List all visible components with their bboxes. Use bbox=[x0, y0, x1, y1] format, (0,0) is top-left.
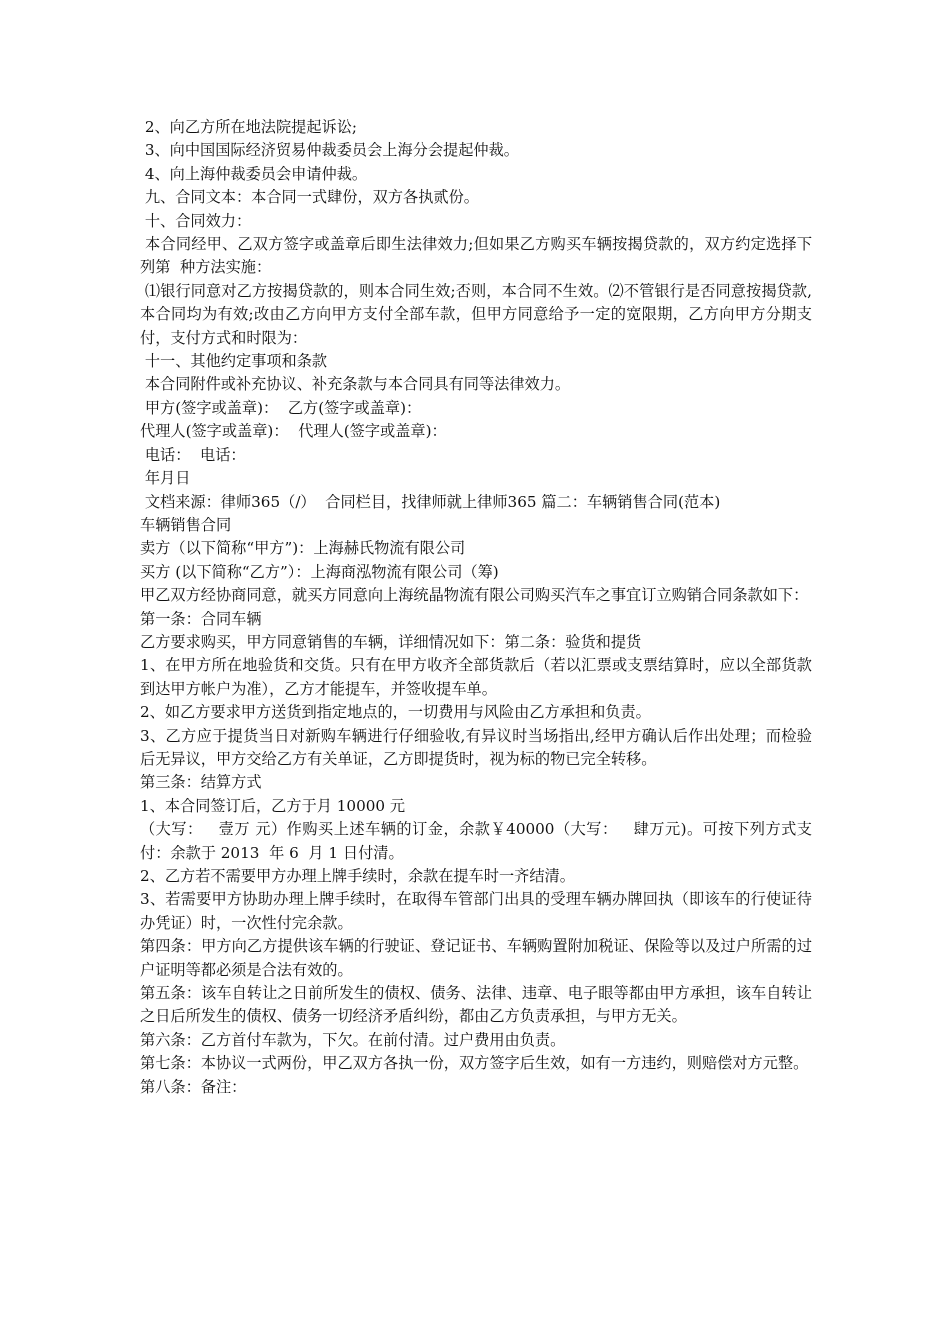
paragraph: （大写： 壹万 元）作购买上述车辆的订金，余款￥40000（大写： 肆万元)。可按下列方式支付：余款于 2013 年 6 月 1 日付清。 bbox=[140, 820, 812, 862]
text-line: 4、向上海仲裁委员会申请仲裁。 bbox=[140, 164, 368, 183]
text-line: 2、向乙方所在地法院提起诉讼; bbox=[140, 118, 358, 136]
article-heading: 第三条：结算方式 bbox=[140, 773, 262, 792]
seller-line: 卖方（以下简称“甲方”)：上海赫氏物流有限公司 bbox=[140, 539, 466, 558]
paragraph: 第四条：甲方向乙方提供该车辆的行驶证、登记证书、车辆购置附加税证、保险等以及过户所需的过户证明等都必须是合法有效的。 bbox=[140, 937, 812, 979]
signature-line: 代理人(签字或盖章)： 代理人(签字或盖章)： bbox=[140, 422, 447, 441]
date-line: 年月日 bbox=[140, 469, 191, 488]
text-line: 2、乙方若不需要甲方办理上牌手续时，余款在提车时一齐结清。 bbox=[140, 867, 575, 885]
contract-title: 车辆销售合同 bbox=[140, 515, 232, 534]
phone-line: 电话： 电话： bbox=[140, 445, 246, 464]
paragraph: 本合同经甲、乙双方签字或盖章后即生法律效力;但如果乙方购买车辆按揭贷款的，双方约定选择下列第 种方法实施： bbox=[140, 235, 813, 277]
text-line: 3、向中国国际经济贸易仲裁委员会上海分会提起仲裁。 bbox=[140, 141, 519, 160]
source-line: 文档来源：律师365（/） 合同栏目，找律师就上律师365 篇二：车辆销售合同(范本) bbox=[140, 492, 721, 511]
buyer-line: 买方 (以下简称“乙方”）：上海商泓物流有限公司（筹) bbox=[140, 562, 499, 581]
text-line: 九、合同文本：本合同一式肆份，双方各执贰份。 bbox=[140, 188, 479, 207]
paragraph: 第七条：本协议一式两份，甲乙双方各执一份，双方签字后生效，如有一方违约，则赔偿对方元整。 bbox=[140, 1054, 809, 1073]
text-line: 第六条：乙方首付车款为，下欠。在前付清。过户费用由负责。 bbox=[140, 1030, 566, 1049]
paragraph: 3、若需要甲方协助办理上牌手续时，在取得车管部门出具的受理车辆办牌回执（即该车的行使证待办凭证）时，一次性付完余款。 bbox=[140, 890, 812, 932]
text-line: 十、合同效力： bbox=[140, 211, 252, 230]
signature-line: 甲方(签字或盖章)： 乙方(签字或盖章)： bbox=[140, 398, 422, 417]
paragraph: ⑴银行同意对乙方按揭贷款的，则本合同生效;否则，本合同不生效。⑵不管银行是否同意按揭贷款,本合同均为有效;改由乙方向甲方支付全部车款，但甲方同意给予一定的宽限期，乙方向甲方分期支付，支付方式和时限为： bbox=[140, 281, 812, 347]
paragraph: 甲乙双方经协商同意，就买方同意向上海统晶物流有限公司购买汽车之事宜订立购销合同条款如下： bbox=[140, 586, 809, 605]
paragraph: 1、在甲方所在地验货和交货。只有在甲方收齐全部货款后（若以汇票或支票结算时，应以全部货款到达甲方帐户为准），乙方才能提车，并签收提车单。 bbox=[140, 656, 812, 698]
article-heading: 第八条：备注： bbox=[140, 1077, 247, 1096]
document-page bbox=[140, 116, 812, 1099]
text-line: 乙方要求购买，甲方同意销售的车辆，详细情况如下：第二条：验货和提货 bbox=[140, 632, 642, 651]
article-heading: 第一条：合同车辆 bbox=[140, 609, 262, 628]
section-heading: 十一、其他约定事项和条款 bbox=[140, 352, 328, 371]
text-line: 2、如乙方要求甲方送货到指定地点的，一切费用与风险由乙方承担和负责。 bbox=[140, 703, 651, 722]
paragraph: 3、乙方应于提货当日对新购车辆进行仔细验收,有异议时当场指出,经甲方确认后作出处理；而检验后无异议，甲方交给乙方有关单证，乙方即提货时，视为标的物已完全转移。 bbox=[140, 726, 812, 768]
text-line: 本合同附件或补充协议、补充条款与本合同具有同等法律效力。 bbox=[140, 375, 571, 394]
text-line: 1、本合同签订后，乙方于月 10000 元 bbox=[140, 796, 406, 815]
paragraph: 第五条：该车自转让之日前所发生的债权、债务、法律、违章、电子眼等都由甲方承担，该车自转让之日后所发生的债权、债务一切经济矛盾纠纷，都由乙方负责承担，与甲方无关。 bbox=[140, 984, 812, 1026]
